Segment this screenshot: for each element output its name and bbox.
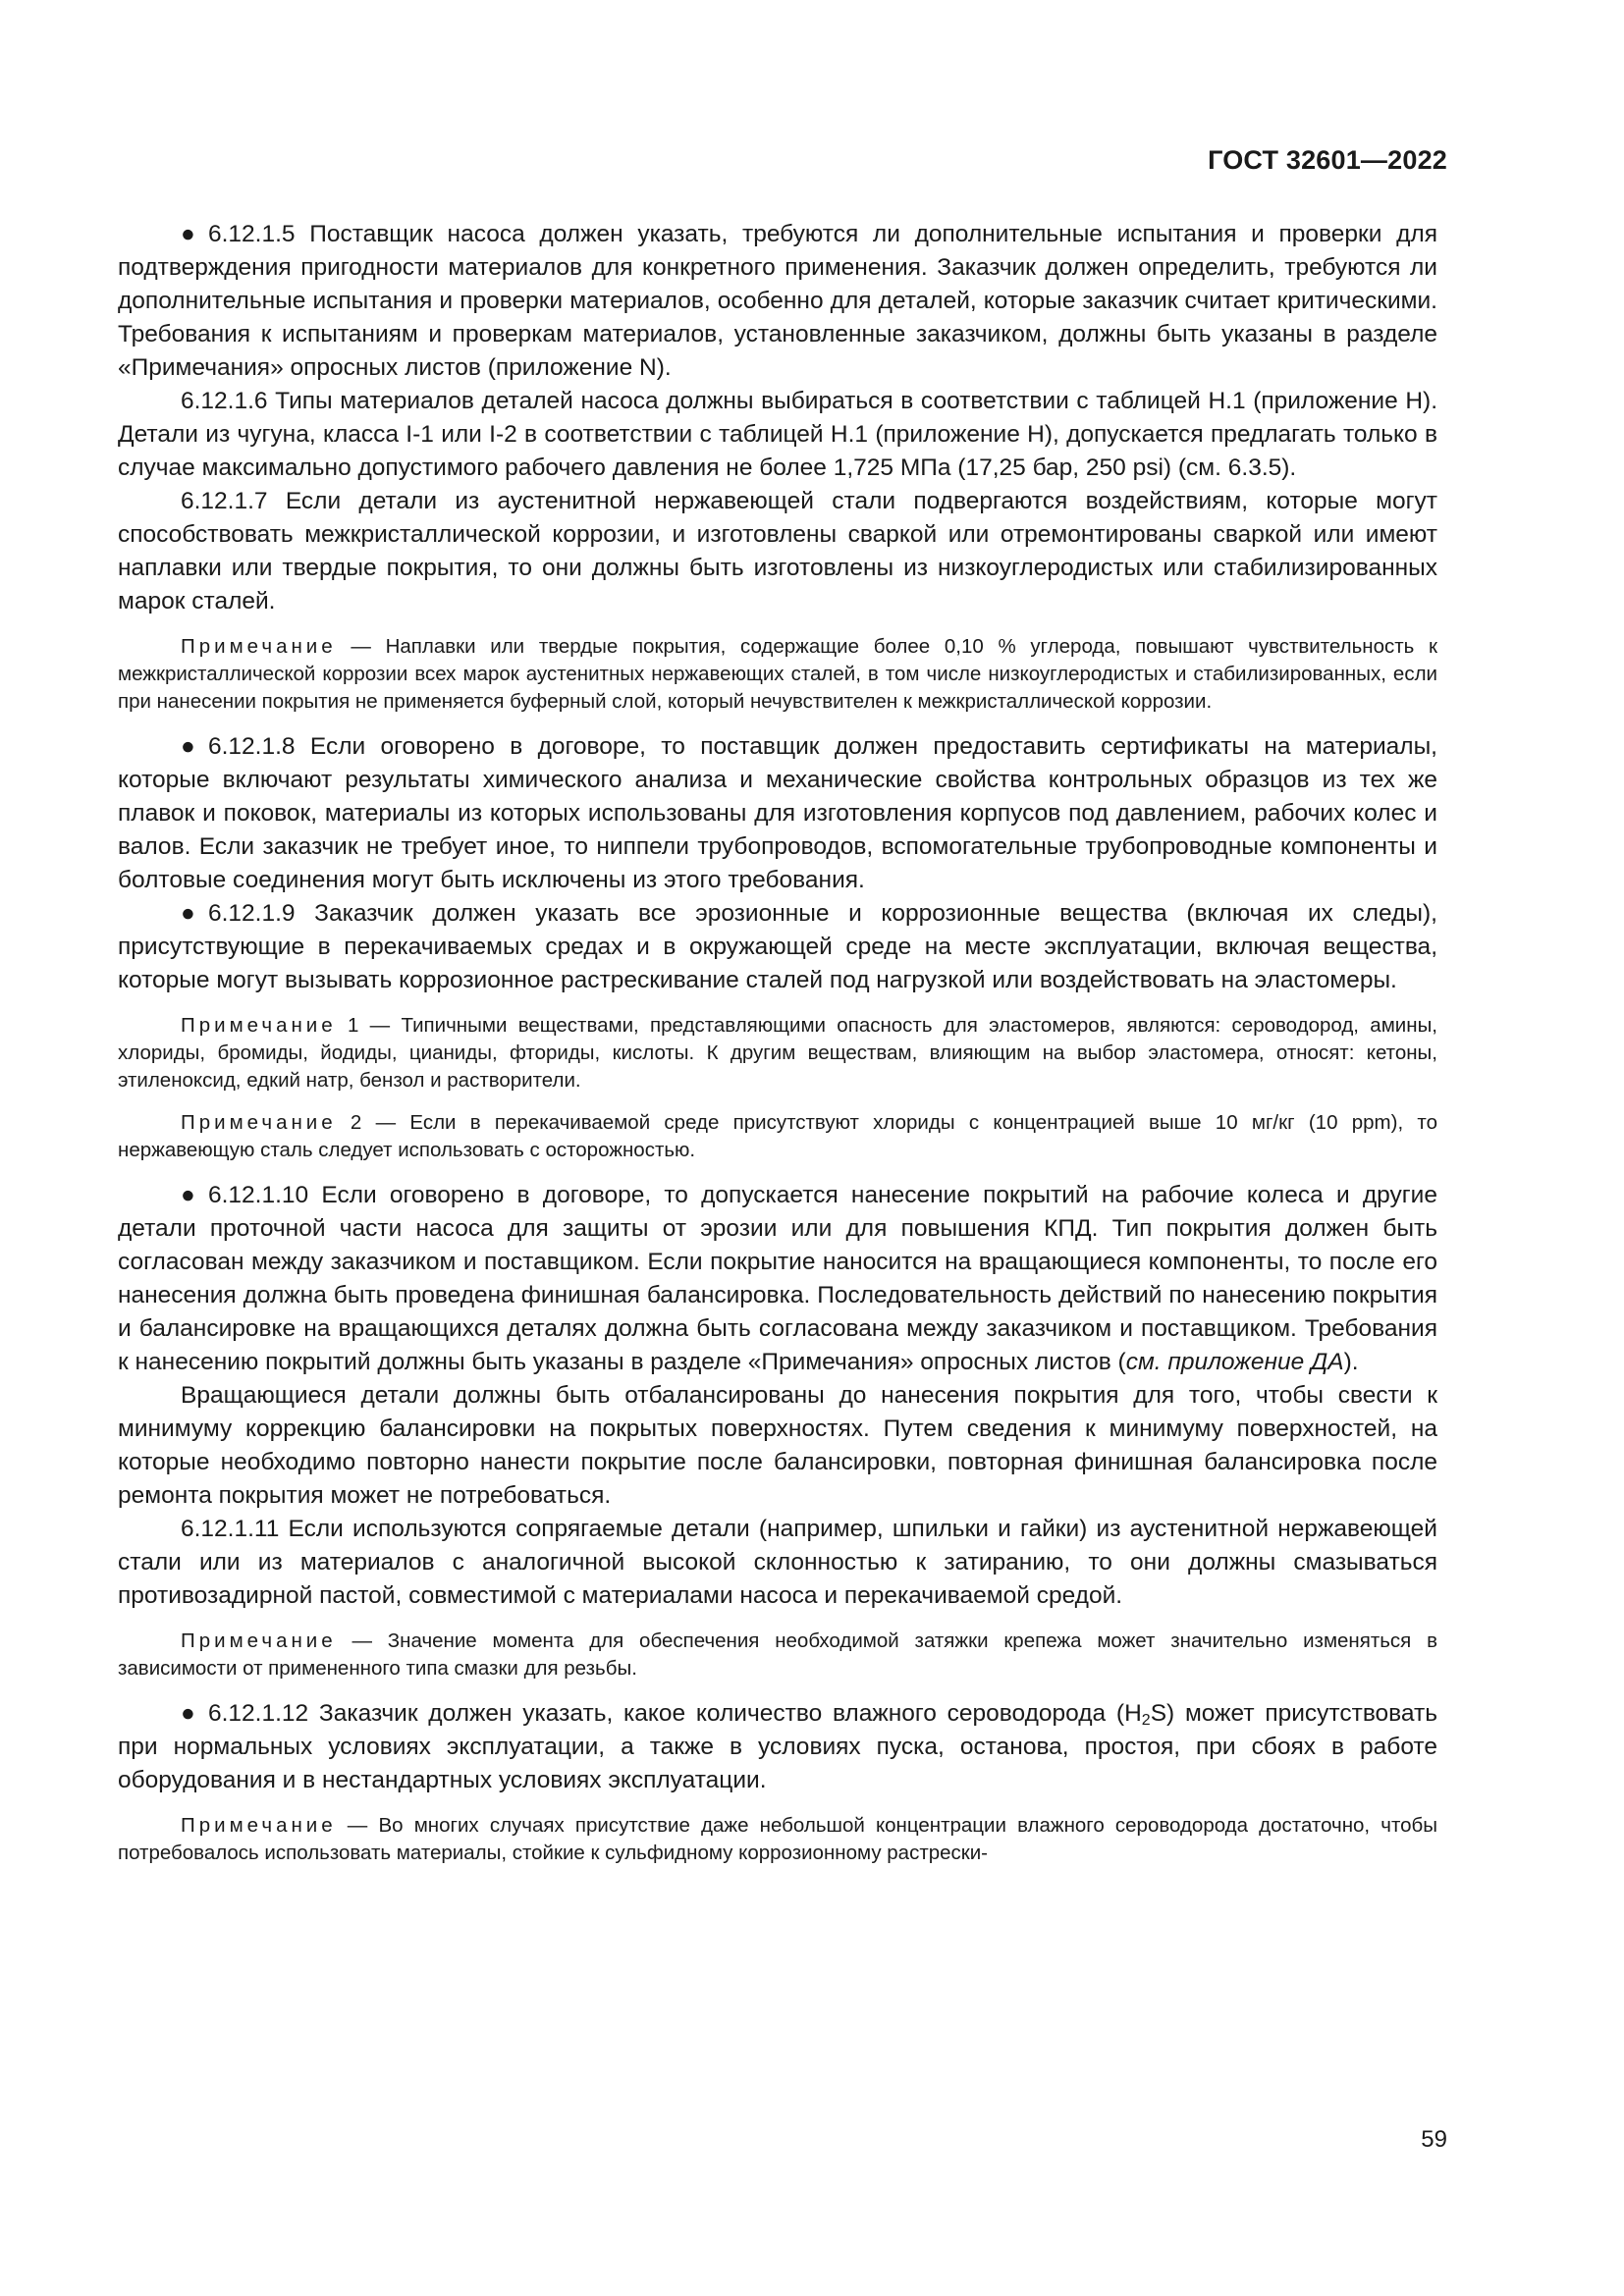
note-label: Примечание	[181, 1814, 337, 1837]
note-2: Примечание 1 — Типичными веществами, представляющими опасность для эластомеров, являются: сероводород, амины, хлориды, бромиды, йодиды, цианиды, фториды, кислоты. К другим веществам, влияющим на выбор эластомера, относят: кетоны, этиленоксид, едкий натр, бензол и растворители.	[118, 1014, 1437, 1092]
note-label: Примечание	[181, 1014, 337, 1037]
note-4: Примечание — Значение момента для обеспечения необходимой затяжки крепежа может значительно изменяться в зависимости от примененного типа смазки для резьбы.	[118, 1629, 1437, 1680]
paragraph-6-12-1-8: ● 6.12.1.8 Если оговорено в договоре, то поставщик должен предоставить сертификаты на материалы, которые включают результаты химического анализа и механические свойства контрольных образцов из тех же плавок и поковок, материалы из которых использованы для изготовления корпусов под давлением, рабочих колес и валов. Если заказчик не требует иное, то ниппели трубопроводов, вспомогательные трубопроводные компоненты и болтовые соединения могут быть исключены из этого требования.	[118, 730, 1437, 897]
paragraph-6-12-1-11: 6.12.1.11 Если используются сопрягаемые детали (например, шпильки и гайки) из аустенитной нержавеющей стали или из материалов с аналогичной высокой склонностью к затиранию, то они должны смазываться противозадирной пастой, совместимой с материалами насоса и перекачиваемой средой.	[118, 1516, 1437, 1609]
note-label: Примечание	[181, 635, 337, 658]
paragraph-6-12-1-12: ● 6.12.1.12 Заказчик должен указать, какое количество влажного сероводорода $(H_2S)$ может присутствовать при нормальных условиях эксплуатации, а также в условиях пуска, останова, простоя, при сбоях в работе оборудования и в нестандартных условиях эксплуатации.	[118, 1697, 1437, 1797]
page-content	[118, 218, 1437, 1882]
subscript-2: 2	[1141, 1712, 1151, 1729]
paragraph-6-12-1-6: 6.12.1.6 Типы материалов деталей насоса должны выбираться в соответствии с таблицей Н.1 (приложение Н). Детали из чугуна, класса I-1 или I-2 в соответствии с таблицей Н.1 (приложение Н), допускается предлагать только в случае максимально допустимого рабочего давления не более 1,725 МПа (17,25 бар, 250 psi) (см. 6.3.5).	[118, 388, 1437, 481]
note-5: Примечание — Во многих случаях присутствие даже небольшой концентрации влажного сероводорода достаточно, чтобы потребовалось использовать материалы, стойкие к сульфидному коррозионному растрески-	[118, 1814, 1437, 1864]
paragraph-6-12-1-10: ● 6.12.1.10 Если оговорено в договоре, то допускается нанесение покрытий на рабочие колеса и другие детали проточной части насоса для защиты от эрозии или для повышения КПД. Тип покрытия должен быть согласован между заказчиком и поставщиком. Если покрытие наносится на вращающиеся компоненты, то после его нанесения должна быть проведена финишная балансировка. Последовательность действий по нанесению покрытия и балансировке на вращающихся деталях должна быть согласована между заказчиком и поставщиком. Требования к нанесению покрытий должны быть указаны в разделе «Примечания» опросных листов (см. приложение ДА).	[118, 1179, 1437, 1379]
note-1: Примечание — Наплавки или твердые покрытия, содержащие более 0,10 % углерода, повышают чувствительность к межкристаллической коррозии всех марок аустенитных нержавеющих сталей, в том числе низкоуглеродистых и стабилизированных, если при нанесении покрытия не применяется буферный слой, который нечувствителен к межкристаллической коррозии.	[118, 635, 1437, 713]
bullet-icon: ●	[181, 900, 195, 927]
bullet-icon: ●	[181, 1182, 195, 1208]
paragraph-6-12-1-7: 6.12.1.7 Если детали из аустенитной нержавеющей стали подвергаются воздействиям, которые могут способствовать межкристаллической коррозии, и изготовлены сваркой или отремонтированы сваркой или имеют наплавки или твердые покрытия, то они должны быть изготовлены из низкоуглеродистых или стабилизированных марок сталей.	[118, 488, 1437, 614]
note-label: Примечание	[181, 1629, 337, 1652]
page-number: 59	[1421, 2126, 1447, 2153]
paragraph-6-12-1-5: ● 6.12.1.5 Поставщик насоса должен указать, требуются ли дополнительные испытания и проверки для подтверждения пригодности материалов для конкретного применения. Заказчик должен определить, требуются ли дополнительные испытания и проверки материалов, особенно для деталей, которые заказчик считает критическими. Требования к испытаниям и проверкам материалов, установленные заказчиком, должны быть указаны в разделе «Примечания» опросных листов (приложение N).	[118, 218, 1437, 385]
note-label: Примечание	[181, 1111, 337, 1134]
bullet-icon: ●	[181, 733, 195, 760]
paragraph-rotating-parts: Вращающиеся детали должны быть отбалансированы до нанесения покрытия для того, чтобы свести к минимуму коррекцию балансировки на покрытых поверхностях. Путем сведения к минимуму поверхностей, на которые необходимо повторно нанести покрытие после балансировки, повторная финишная балансировка после ремонта покрытия может не потребоваться.	[118, 1382, 1437, 1509]
paragraph-6-12-1-9: ● 6.12.1.9 Заказчик должен указать все эрозионные и коррозионные вещества (включая их следы), присутствующие в перекачиваемых средах и в окружающей среде на месте эксплуатации, включая вещества, которые могут вызывать коррозионное растрескивание сталей под нагрузкой или воздействовать на эластомеры.	[118, 897, 1437, 997]
bullet-icon: ●	[181, 1700, 195, 1727]
note-3: Примечание 2 — Если в перекачиваемой среде присутствуют хлориды с концентрацией выше 10 мг/кг (10 ppm), то нержавеющую сталь следует использовать с осторожностью.	[118, 1111, 1437, 1161]
bullet-icon: ●	[181, 221, 195, 247]
appendix-reference: см. приложение ДА	[1125, 1349, 1344, 1375]
standard-header: ГОСТ 32601—2022	[1208, 145, 1447, 175]
